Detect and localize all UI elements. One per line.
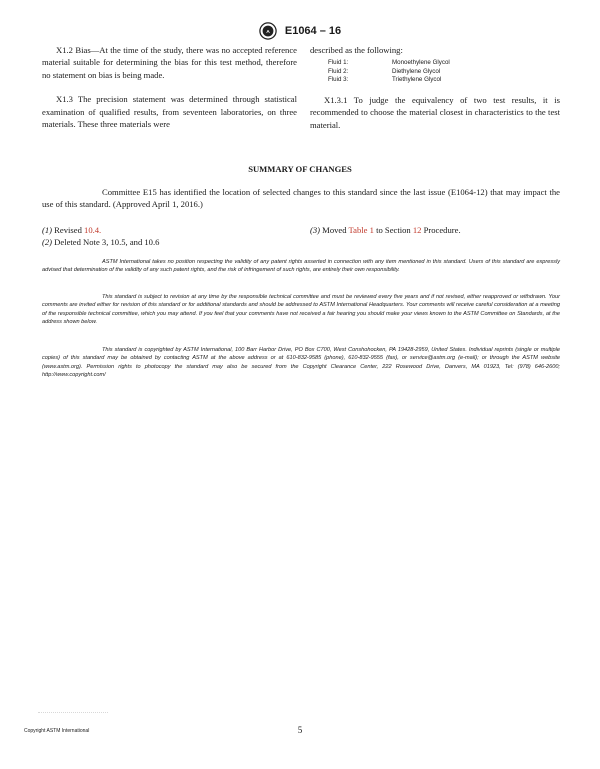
- change-number: (1): [42, 225, 53, 235]
- fluid-label: Fluid 2:: [328, 67, 349, 75]
- list-item: [328, 76, 560, 84]
- table-link[interactable]: Table 1: [348, 225, 374, 235]
- patent-notice: ASTM International takes no position respecting the validity of any patent rights asserted in connection with any item mentioned in this standard. Users of this standard are expressly advised that determination of the validity of any such patent rights, and the risk of infringement of such rights, are entirely their own responsibility.: [42, 259, 560, 274]
- fluid-name: Monoethylene Glycol: [392, 59, 450, 67]
- section-link[interactable]: 12: [412, 225, 422, 235]
- divider: [38, 712, 108, 713]
- fluid-label: Fluid 1:: [328, 59, 349, 67]
- precision-paragraph: X1.3 The precision statement was determined through statistical examination of qualified results, from seventeen laboratories, on three materials. These three materials were: [42, 94, 297, 130]
- summary-title: SUMMARY OF CHANGES: [248, 164, 352, 174]
- change-item-3: [310, 224, 461, 236]
- revision-notice: This standard is subject to revision at any time by the responsible technical committee and must be reviewed every five years and if not revised, either reapproved or withdrawn. Your comments are invited either for revision of this standard or for additional standards and should be addressed to ASTM International Headquarters. Your comments will receive careful consideration at a meeting of the responsible technical committee, which you may attend. If you feel that your comments have not received a fair hearing you should make your views known to the ASTM Committee on Standards, at the address shown below.: [42, 294, 560, 325]
- list-item: [328, 68, 560, 76]
- change-text: Moved: [320, 225, 349, 235]
- section-link[interactable]: 10.4.: [84, 225, 102, 235]
- list-item: [328, 59, 560, 67]
- page-number: 5: [297, 725, 303, 735]
- fluid-name: Diethylene Glycol: [392, 67, 441, 75]
- change-text: Procedure.: [421, 225, 461, 235]
- change-number: (2): [42, 237, 53, 247]
- right-column: [310, 44, 560, 143]
- page-header: [0, 22, 600, 40]
- svg-text:A: A: [266, 30, 270, 36]
- astm-logo-icon: [259, 22, 277, 40]
- change-text: Deleted Note 3, 10.5, and 10.6: [52, 237, 160, 247]
- copyright-notice: This standard is copyrighted by ASTM International, 100 Barr Harbor Drive, PO Box C700, West Conshohocken, PA 19428-2959, United States. Individual reprints (single or multiple copies) of this standard may be obtained by contacting ASTM at the above address or at 610-832-9585 (phone), 610-832-9555 (fax), or service@astm.org (e-mail); or through the ASTM website (www.astm.org). Permission rights to photocopy the standard may also be secured from the Copyright Clearance Center, 222 Rosewood Drive, Danvers, MA 01923, Tel: (978) 646-2600; http://www.copyright.com/: [42, 347, 560, 378]
- change-number: (3): [310, 225, 321, 235]
- fluid-list: [328, 59, 560, 84]
- change-item-1: [42, 224, 101, 236]
- left-column: [42, 44, 297, 142]
- bias-paragraph: X1.2 Bias—At the time of the study, there was no accepted reference material suitable for determining the bias for this test method, therefore no statement on bias is being made.: [42, 45, 297, 80]
- fluid-label: Fluid 3:: [328, 75, 349, 83]
- change-text: to Section: [373, 225, 413, 235]
- footer-copyright: Copyright ASTM International: [24, 728, 90, 734]
- equivalency-paragraph: X1.3.1 To judge the equivalency of two test results, it is recommended to choose the material closest in characteristics to the test material.: [310, 95, 560, 130]
- fluids-intro: described as the following:: [310, 45, 403, 55]
- fluid-name: Triethylene Glycol: [392, 75, 442, 83]
- standard-designation: E1064 – 16: [284, 25, 342, 38]
- summary-text: Committee E15 has identified the location of selected changes to this standard since the last issue (E1064-12) that may impact the use of this standard. (Approved April 1, 2016.): [42, 187, 560, 210]
- change-text: Revised: [52, 225, 85, 235]
- change-item-2: [42, 236, 159, 248]
